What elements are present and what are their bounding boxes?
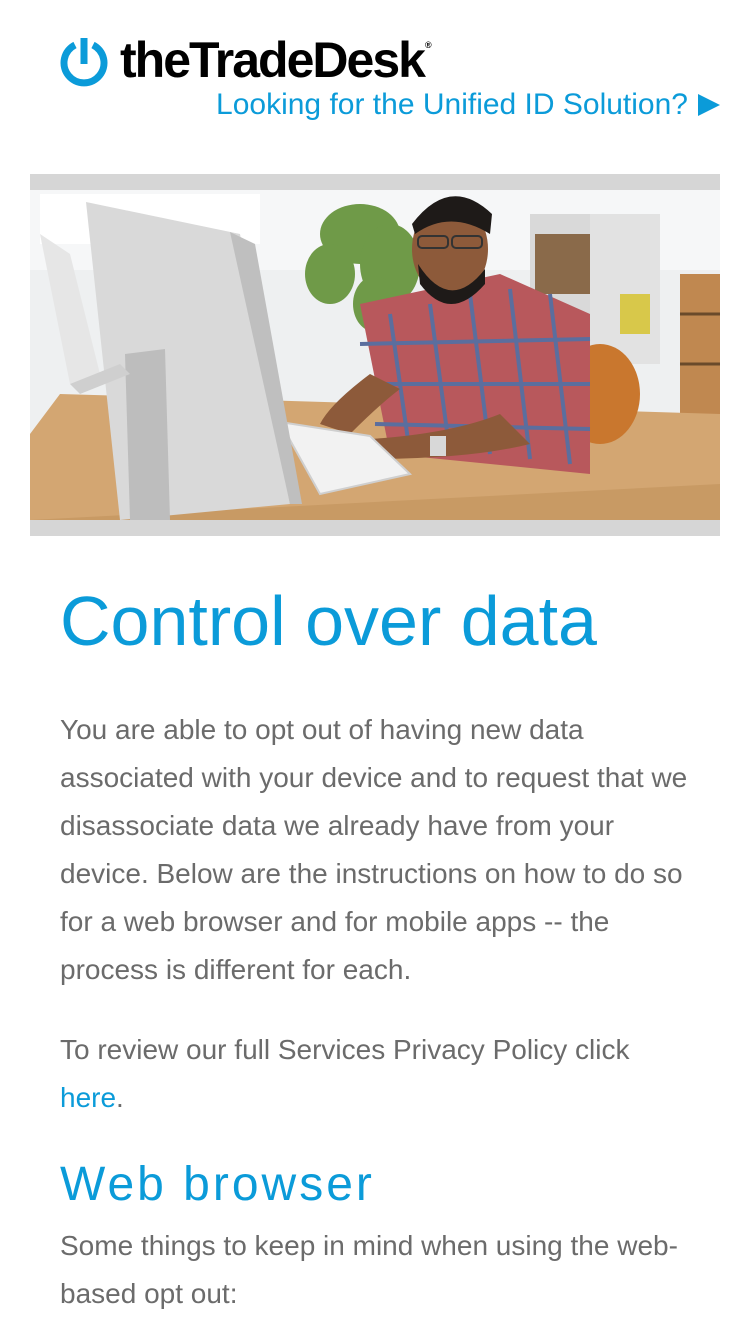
unified-id-link-label: Looking for the Unified ID Solution? bbox=[216, 88, 688, 121]
page-title: Control over data bbox=[60, 582, 597, 660]
logo-wordmark: theTradeDesk® bbox=[120, 32, 432, 88]
hero-image bbox=[30, 174, 720, 536]
web-browser-paragraph: Some things to keep in mind when using the web-based opt out: bbox=[60, 1230, 678, 1309]
site-header bbox=[0, 0, 750, 150]
main-content bbox=[60, 580, 700, 1318]
privacy-policy-suffix: . bbox=[116, 1082, 124, 1113]
tradedesk-logo[interactable] bbox=[60, 34, 432, 90]
privacy-policy-paragraph bbox=[60, 1026, 700, 1122]
privacy-policy-prefix: To review our full Services Privacy Policy click bbox=[60, 1034, 630, 1065]
intro-paragraph: You are able to opt out of having new data associated with your device and to request that we disassociate data we already have from your device. Below are the instructions on how to do so for a web browser and for mobile apps -- the process is different for each. bbox=[60, 714, 688, 985]
web-browser-heading: Web browser bbox=[60, 1158, 375, 1211]
arrow-right-icon bbox=[698, 94, 720, 116]
privacy-policy-link[interactable]: here bbox=[60, 1082, 117, 1113]
unified-id-link[interactable] bbox=[216, 88, 720, 122]
power-icon bbox=[60, 36, 108, 88]
